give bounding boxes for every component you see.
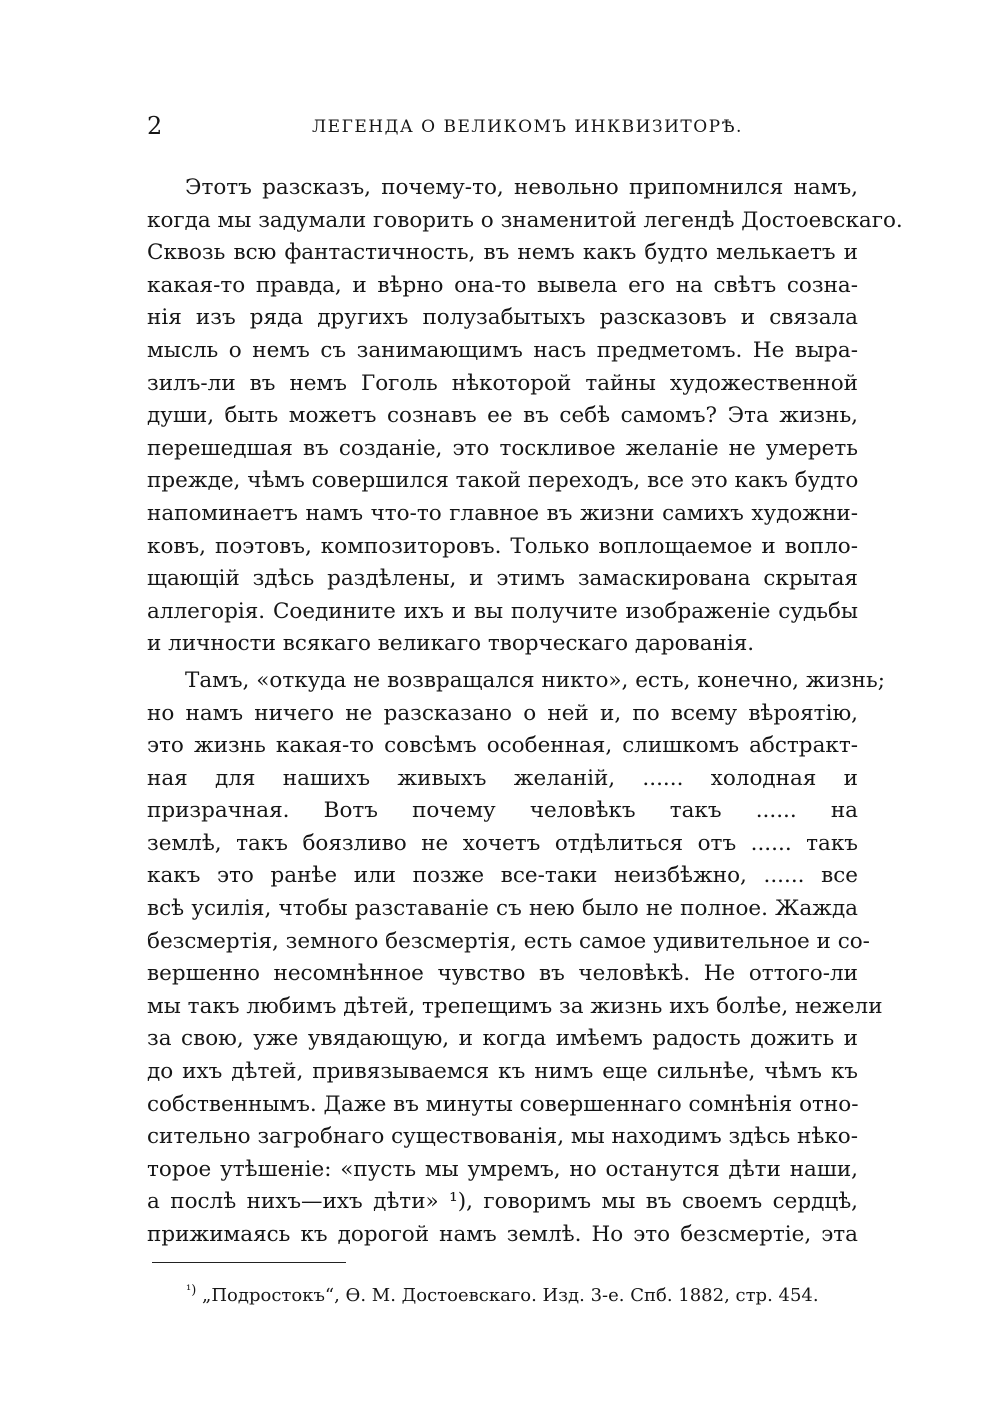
text-line: торое утѣшеніе: «пусть мы умремъ, но останутся дѣти наши, (147, 1156, 858, 1182)
text-line: какая-то правда, и вѣрно она-то вывела его на свѣтъ созна- (147, 272, 858, 298)
text-line: сительно загробнаго существованія, мы находимъ здѣсь нѣко- (147, 1124, 859, 1150)
footnote-divider (152, 1262, 346, 1263)
text-line: Этотъ разсказъ, почему-то, невольно припомнился намъ, (185, 175, 858, 200)
text-line: а послѣ нихъ—ихъ дѣти» ¹), говоримъ мы въ своемъ сердцѣ, (147, 1189, 858, 1215)
footnote-marker: ¹) (186, 1283, 197, 1298)
text-line: собственнымъ. Даже въ минуты совершеннаго сомнѣнія отно- (147, 1091, 859, 1117)
page-number: 2 (147, 112, 163, 140)
text-line: зилъ-ли въ немъ Гоголь нѣкоторой тайны художественной (147, 370, 858, 396)
text-line: и личности всякаго великаго творческаго дарованія. (147, 631, 755, 657)
text-line: это жизнь какая-то совсѣмъ особенная, слишкомъ абстракт- (147, 733, 858, 759)
body-text (147, 172, 903, 1252)
text-line: но намъ ничего не разсказано о ней и, по всему вѣроятію, (147, 700, 858, 726)
text-line: мы такъ любимъ дѣтей, трепещимъ за жизнь ихъ болѣе, нежели (147, 993, 883, 1019)
running-head: ЛЕГЕНДА О ВЕЛИКОМЪ ИНКВИЗИТОРѢ. (312, 117, 743, 137)
text-line: ковъ, поэтовъ, композиторовъ. Только воплощаемое и вопло- (147, 533, 858, 559)
footnote (186, 1283, 856, 1306)
text-line: всѣ усилія, чтобы разставаніе съ нею было не полное. Жажда (147, 896, 858, 922)
text-line: безсмертія, земного безсмертія, есть самое удивительное и со- (147, 928, 870, 954)
text-line: напоминаетъ намъ что-то главное въ жизни самихъ художни- (147, 500, 858, 526)
text-line: прежде, чѣмъ совершился такой переходъ, все это какъ будто (147, 468, 859, 494)
text-line: перешедшая въ созданіе, это тоскливое желаніе не умереть (147, 435, 858, 461)
text-line: призрачная. Вотъ почему человѣкъ такъ ...... на (147, 798, 858, 824)
text-line: землѣ, такъ боязливо не хочетъ отдѣлиться отъ ...... такъ (147, 830, 858, 856)
text-line: какъ это ранѣе или позже все-таки неизбѣжно, ...... все (147, 863, 858, 889)
text-line: за свою, уже увядающую, и когда имѣемъ радость дожить и (147, 1026, 858, 1052)
text-line: мысль о немъ съ занимающимъ насъ предметомъ. Не выра- (147, 337, 858, 363)
text-line: Тамъ, «откуда не возвращался никто», есть, конечно, жизнь; (185, 667, 885, 693)
footnote-text: „Подростокъ“, Ѳ. М. Достоевскаго. Изд. 3-е. Спб. 1882, стр. 454. (202, 1285, 819, 1306)
text-line: аллегорія. Соедините ихъ и вы получите изображеніе судьбы (147, 598, 858, 624)
text-line: ная для нашихъ живыхъ желаній, ...... холодная и (147, 765, 858, 791)
text-line: Сквозь всю фантастичность, въ немъ какъ будто мелькаетъ и (147, 240, 858, 266)
text-line: нія изъ ряда другихъ полузабытыхъ разсказовъ и связала (147, 305, 858, 331)
text-line: когда мы задумали говорить о знаменитой легендѣ Достоевскаго. (147, 207, 903, 233)
text-line: до ихъ дѣтей, привязываемся къ нимъ еще сильнѣе, чѣмъ къ (147, 1059, 858, 1085)
text-line: души, быть можетъ сознавъ ее въ себѣ самомъ? Эта жизнь, (147, 403, 858, 429)
text-line: вершенно несомнѣнное чувство въ человѣкѣ. Не оттого-ли (147, 961, 858, 987)
text-line: щающій здѣсь раздѣлены, и этимъ замаскирована скрытая (147, 566, 858, 592)
text-line: прижимаясь къ дорогой намъ землѣ. Но это безсмертіе, эта (147, 1222, 858, 1247)
